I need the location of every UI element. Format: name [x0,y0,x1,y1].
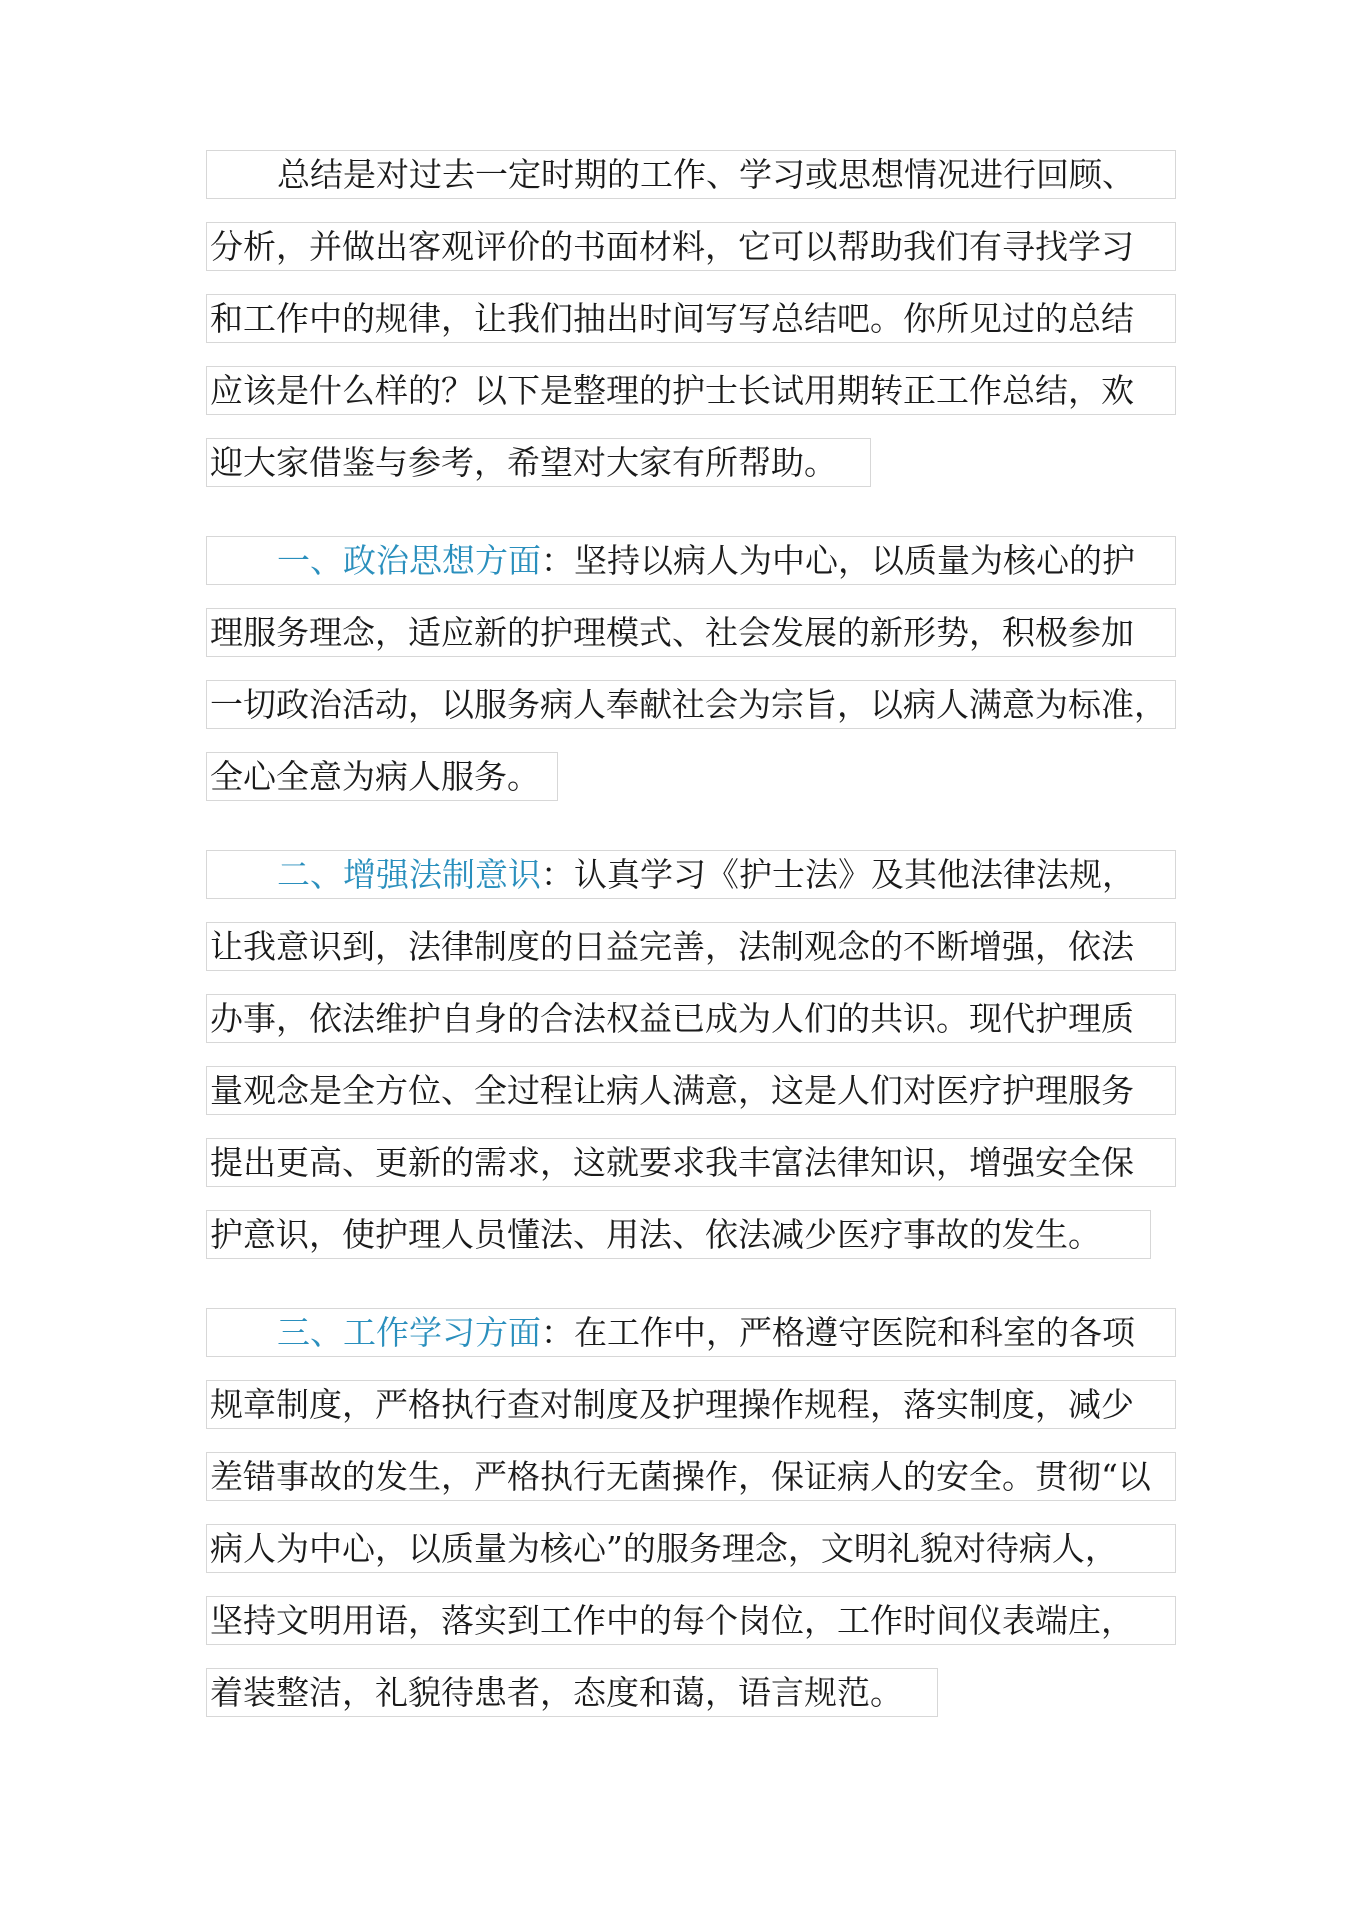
text-segment: ：坚持以病人为中心，以质量为核心的护 [541,541,1135,580]
section-heading: 三、工作学习方面 [277,1313,541,1352]
text-line: 差错事故的发生，严格执行无菌操作，保证病人的安全。贯彻“以 [206,1452,1176,1501]
text-line: 办事，依法维护自身的合法权益已成为人们的共识。现代护理质 [206,994,1176,1043]
text-line: 一切政治活动，以服务病人奉献社会为宗旨，以病人满意为标准， [206,680,1176,729]
paragraph-intro [206,150,1176,510]
paragraph-political [206,536,1176,824]
text-line: 护意识，使护理人员懂法、用法、依法减少医疗事故的发生。 [206,1210,1151,1259]
text-line: 总结是对过去一定时期的工作、学习或思想情况进行回顾、 [206,150,1176,199]
section-heading: 一、政治思想方面 [277,541,541,580]
text-segment: ：认真学习《护士法》及其他法律法规， [541,855,1135,894]
text-line: 和工作中的规律，让我们抽出时间写写总结吧。你所见过的总结 [206,294,1176,343]
text-line: 理服务理念，适应新的护理模式、社会发展的新形势，积极参加 [206,608,1176,657]
paragraph-work-study [206,1308,1176,1740]
paragraph-legal [206,850,1176,1282]
text-line: 病人为中心，以质量为核心”的服务理念，文明礼貌对待病人， [206,1524,1176,1573]
text-line: 迎大家借鉴与参考，希望对大家有所帮助。 [206,438,871,487]
text-line: 着装整洁，礼貌待患者，态度和蔼，语言规范。 [206,1668,938,1717]
text-line: 坚持文明用语，落实到工作中的每个岗位，工作时间仪表端庄， [206,1596,1176,1645]
text-line [206,1308,1176,1357]
section-heading: 二、增强法制意识 [277,855,541,894]
text-line: 应该是什么样的？以下是整理的护士长试用期转正工作总结，欢 [206,366,1176,415]
text-line: 规章制度，严格执行查对制度及护理操作规程，落实制度，减少 [206,1380,1176,1429]
text-segment: ：在工作中，严格遵守医院和科室的各项 [541,1313,1135,1352]
text-line: 提出更高、更新的需求，这就要求我丰富法律知识，增强安全保 [206,1138,1176,1187]
text-line: 让我意识到，法律制度的日益完善，法制观念的不断增强，依法 [206,922,1176,971]
text-line: 分析，并做出客观评价的书面材料，它可以帮助我们有寻找学习 [206,222,1176,271]
text-line [206,850,1176,899]
text-line [206,536,1176,585]
text-line: 全心全意为病人服务。 [206,752,558,801]
text-line: 量观念是全方位、全过程让病人满意，这是人们对医疗护理服务 [206,1066,1176,1115]
